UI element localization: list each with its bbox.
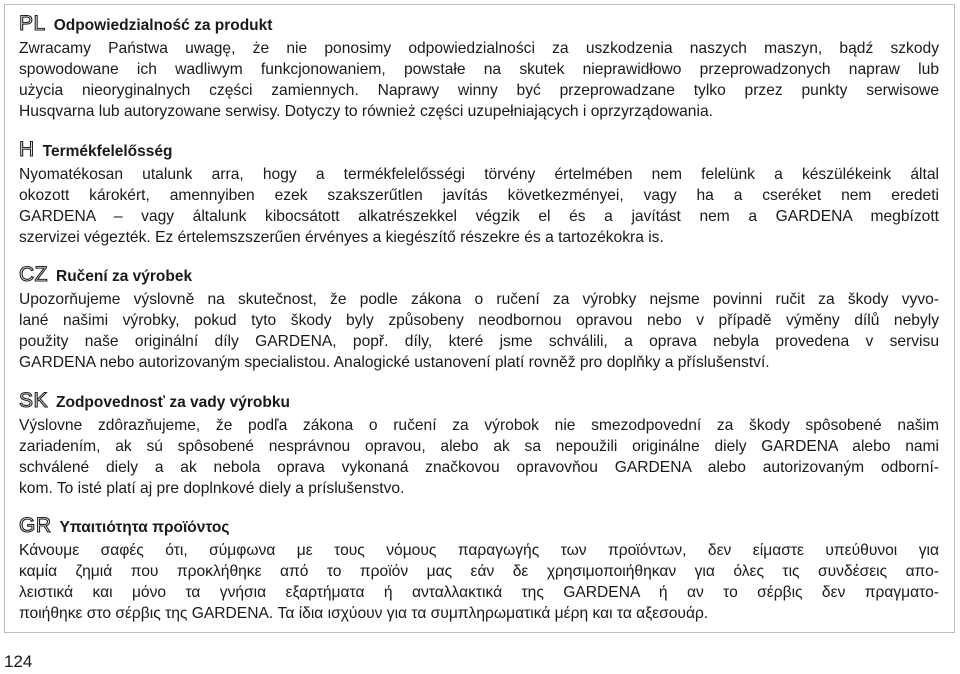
body-line: Upozorňujeme výslovně na skutečnost, že podle zákona o ručení za výrobky nejsme povinni ručit za škody vyvo- (19, 291, 939, 308)
body-line: Zwracamy Państwa uwagę, że nie ponosimy odpowiedzialności za uszkodzenia naszych maszyn, bądź szkody (19, 40, 939, 57)
section-header (19, 12, 939, 38)
language-code: SK (19, 389, 49, 412)
language-code: CZ (19, 263, 48, 286)
section-sk (19, 389, 939, 499)
body-line: schválené diely a ak nebola oprava vykonaná značkovou opravovňou GARDENA alebo autorizovaným odborní- (19, 459, 939, 476)
body-line: szervizei végezték. Ez értelemszszerűen érvényes a kiegészítő részekre és a tartozékokra is. (19, 229, 664, 246)
body-line: Výslovne zdôrazňujeme, že podľa zákona o ručení za výrobok nie smezodpovední za škody spôsobené našim (19, 417, 939, 434)
body-line: použity naše originální díly GARDENA, popř. díly, které jsme schválili, a oprava nebyla provedena v servisu (19, 333, 939, 350)
body-line: Κάνουμε σαφές ότι, σύμφωνα με τους νόμους παραγωγής των προϊόντων, δεν είμαστε υπεύθυνοι για (19, 542, 939, 559)
body-line: lané našimi výrobky, pokud tyto škody byly způsobeny neodbornou opravou nebo v případě výměny dílů nebyly (19, 312, 939, 329)
body-line: GARDENA – vagy általunk kibocsátott alkatrészekkel végzik el és a javítást nem a GARDENA megbízott (19, 208, 939, 225)
section-cz (19, 263, 939, 373)
section-title: Zodpovednosť za vady výrobku (56, 394, 290, 411)
section-title: Termékfelelősség (42, 143, 173, 160)
body-line: kom. To isté platí aj pre doplnkové diely a príslušenstvo. (19, 480, 405, 497)
body-line: Husqvarna lub autoryzowane serwisy. Dotyczy to również części uzupełniających i oprzyrządowania. (19, 103, 713, 120)
body-line: spowodowane ich wadliwym funkcjonowaniem, powstałe na skutek nieprawidłowo przeprowadzonych napraw lub (19, 61, 939, 78)
section-body (19, 415, 939, 499)
section-header (19, 514, 939, 540)
section-body (19, 540, 939, 624)
body-line: καμία ζημιά που προκλήθηκε από το προϊόν μας εάν δε χρησιμοποιήθηκαν για όλες τις συνδέσεις απο- (19, 563, 939, 580)
section-header (19, 138, 939, 164)
section-gr (19, 514, 939, 624)
language-code: GR (19, 514, 52, 537)
body-line: λειστικά και μόνο τα γνήσια εξαρτήματα ή ανταλλακτικά της GARDENA ή αν το σέρβις δεν πραγματο- (19, 584, 939, 601)
section-title: Ručení za výrobek (56, 268, 193, 285)
section-title: Odpowiedzialność za produkt (53, 17, 273, 34)
section-h (19, 138, 939, 248)
body-line: Nyomatékosan utalunk arra, hogy a termékfelelősségi törvény értelmében nem felelünk a készülékeink által (19, 166, 939, 183)
language-code: H (19, 138, 35, 161)
body-line: okozott károkért, amennyiben ezek szakszerűtlen javítás következményei, vagy ha a cseréket nem eredeti (19, 187, 939, 204)
section-header (19, 389, 939, 415)
language-code: PL (19, 12, 46, 35)
body-line: ποιήθηκε στο σέρβις της GARDENA. Τα ίδια ισχύουν για τα συμπληρωματικά μέρη και τα αξεσουάρ. (19, 605, 709, 622)
body-line: zariadením, ak sú spôsobené nesprávnou opravou, alebo ak sa nepoužili originálne diely GARDENA alebo nami (19, 438, 939, 455)
section-title: Υπαιτιότητα προϊόντος (59, 519, 230, 536)
section-body (19, 38, 939, 122)
section-pl (19, 12, 939, 122)
body-line: użycia nieoryginalnych części zamiennych. Naprawy winny być przeprowadzane tylko przez punkty serwisowe (19, 82, 939, 99)
section-header (19, 263, 939, 289)
section-body (19, 164, 939, 248)
page-number: 124 (4, 652, 33, 671)
section-body (19, 289, 939, 373)
body-line: GARDENA nebo autorizovaným specialistou. Analogické ustanovení platí rovněž pro doplňky a příslušenství. (19, 354, 770, 371)
